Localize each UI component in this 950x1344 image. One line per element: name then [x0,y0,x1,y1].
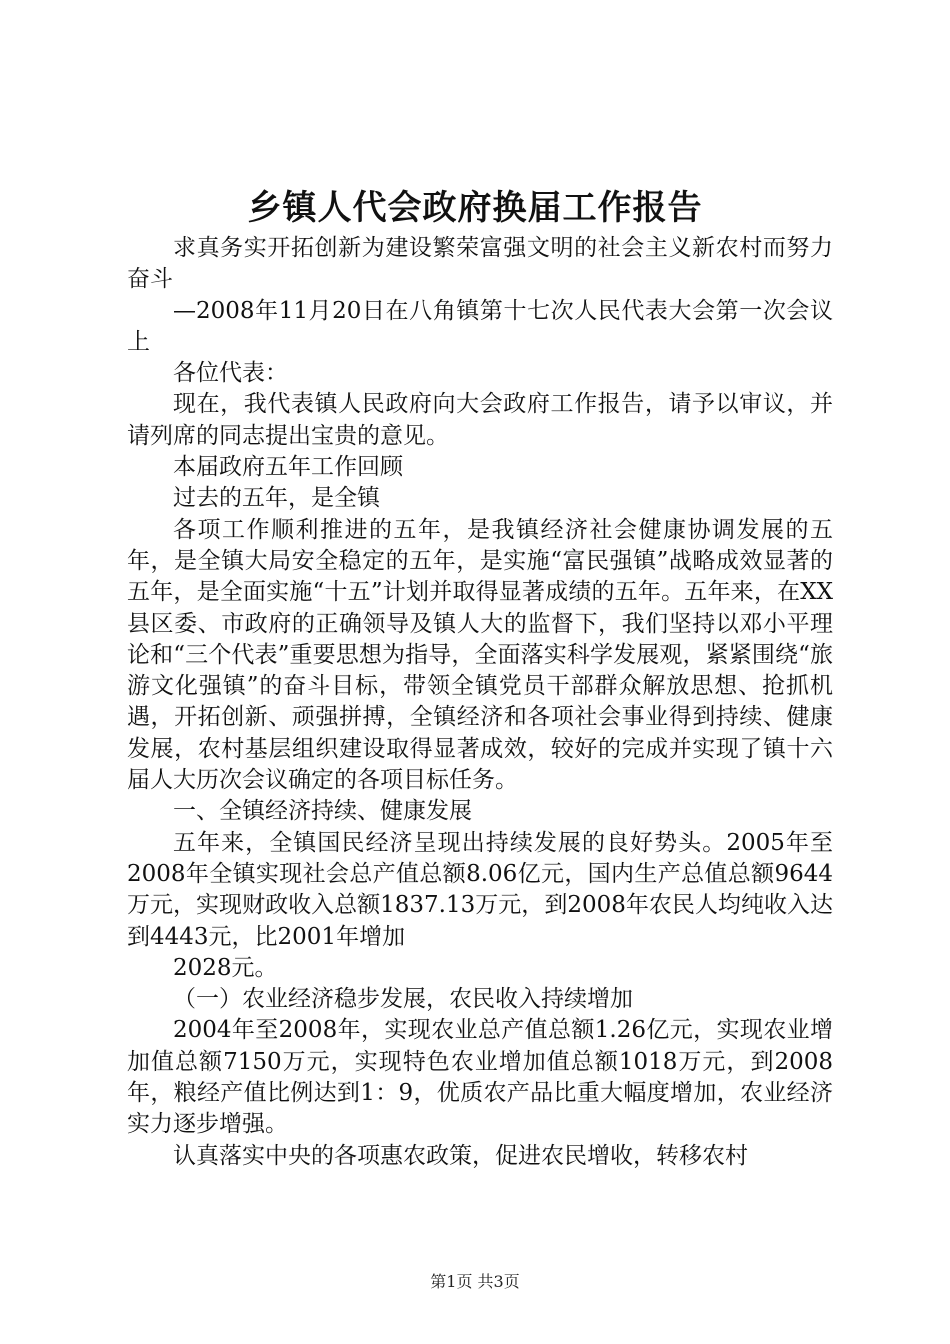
body-paragraph: 五年来，全镇国民经济呈现出持续发展的良好势头。2005年至2008年全镇实现社会总产值总额8.06亿元，国内生产总值总额9644万元，实现财政收入总额1837.13万元，到2008年农民人均纯收入达到4443元，比2001年增加 [127,829,833,950]
salutation-paragraph: 各位代表： [173,360,288,387]
subtitle-paragraph: 求真务实开拓创新为建设繁荣富强文明的社会主义新农村而努力奋斗 [127,235,833,293]
body-paragraph: 现在，我代表镇人民政府向大会政府工作报告，请予以审议，并请列席的同志提出宝贵的意见。 [127,391,833,449]
document-body [127,233,833,1172]
body-paragraph: 认真落实中央的各项惠农政策，促进农民增收，转移农村 [173,1142,748,1169]
meeting-date-paragraph: —2008年11月20日在八角镇第十七次人民代表大会第一次会议上 [127,297,833,355]
document-title: 乡镇人代会政府换届工作报告 [247,188,703,228]
body-paragraph: 各项工作顺利推进的五年，是我镇经济社会健康协调发展的五年，是全镇大局安全稳定的五年，是实施“富民强镇”战略成效显著的五年，是全面实施“十五”计划并取得显著成绩的五年。五年来，在XX县区委、市政府的正确领导及镇人大的监督下，我们坚持以邓小平理论和“三个代表”重要思想为指导，全面落实科学发展观，紧紧围绕“旅游文化强镇”的奋斗目标，带领全镇党员干部群众解放思想、抢抓机遇，开拓创新、顽强拼搏，全镇经济和各项社会事业得到持续、健康发展，农村基层组织建设取得显著成效，较好的完成并实现了镇十六届人大历次会议确定的各项目标任务。 [127,516,833,794]
body-paragraph: 2028元。 [173,954,278,981]
section-heading: 一、全镇经济持续、健康发展 [173,798,472,825]
page-footer: 第1页 共3页 [430,1272,520,1291]
subsection-heading: （一）农业经济稳步发展，农民收入持续增加 [173,986,633,1013]
body-paragraph: 过去的五年，是全镇 [173,485,380,512]
body-paragraph: 2004年至2008年，实现农业总产值总额1.26亿元，实现农业增加值总额7150万元，实现特色农业增加值总额1018万元，到2008年，粮经产值比例达到1：9，优质农产品比重大幅度增加，农业经济实力逐步增强。 [127,1017,833,1138]
section-heading: 本届政府五年工作回顾 [173,454,403,481]
